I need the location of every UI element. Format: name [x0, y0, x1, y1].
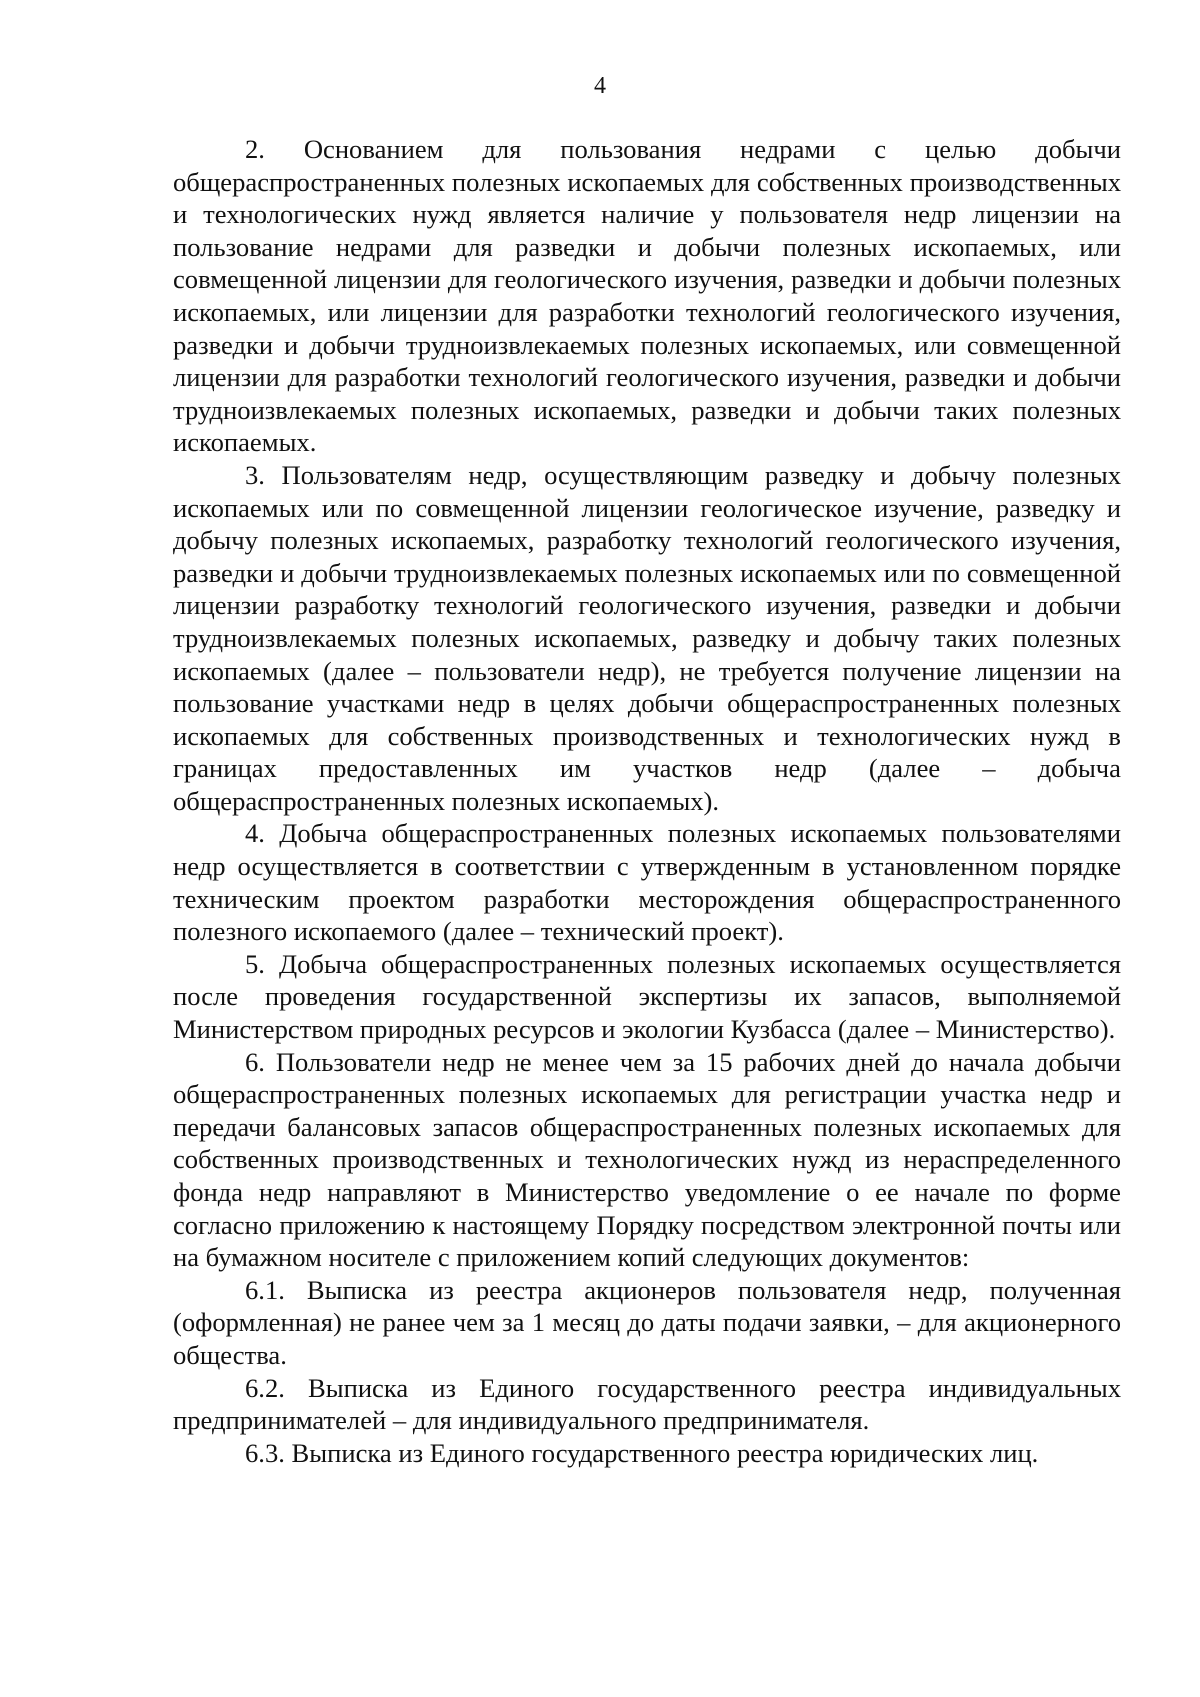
- paragraph-6: 6. Пользователи недр не менее чем за 15 рабочих дней до начала добычи общераспространенных полезных ископаемых для регистрации участка недр и передачи балансовых запасов общераспространенных полезных ископаемых для собственных производственных и технологических нужд из нераспределенного фонда недр направляют в Министерство уведомление о ее начале по форме согласно приложению к настоящему Порядку посредством электронной почты или на бумажном носителе с приложением копий следующих документов:: [173, 1046, 1121, 1273]
- paragraph-3: 3. Пользователям недр, осуществляющим разведку и добычу полезных ископаемых или по совмещенной лицензии геологическое изучение, разведку и добычу полезных ископаемых, разработку технологий геологического изучения, разведки и добычи трудноизвлекаемых полезных ископаемых или по совмещенной лицензии разработку технологий геологического изучения, разведки и добычи трудноизвлекаемых полезных ископаемых, разведку и добычу таких полезных ископаемых (далее – пользователи недр), не требуется получение лицензии на пользование участками недр в целях добычи общераспространенных полезных ископаемых для собственных производственных и технологических нужд в границах предоставленных им участков недр (далее – добыча общераспространенных полезных ископаемых).: [173, 459, 1121, 816]
- paragraph-6-2: 6.2. Выписка из Единого государственного реестра индивидуальных предпринимателей – для индивидуального предпринимателя.: [173, 1372, 1121, 1436]
- paragraph-6-3: 6.3. Выписка из Единого государственного реестра юридических лиц.: [245, 1437, 1039, 1468]
- paragraph-4: 4. Добыча общераспространенных полезных ископаемых пользователями недр осуществляется в соответствии с утвержденным в установленном порядке техническим проектом разработки месторождения общераспространенного полезного ископаемого (далее – технический проект).: [173, 818, 1121, 947]
- paragraph-5: 5. Добыча общераспространенных полезных ископаемых осуществляется после проведения государственной экспертизы их запасов, выполняемой Министерством природных ресурсов и экологии Кузбасса (далее – Министерство).: [173, 948, 1121, 1045]
- paragraph-6-1: 6.1. Выписка из реестра акционеров пользователя недр, полученная (оформленная) не ранее чем за 1 месяц до даты подачи заявки, – для акционерного общества.: [173, 1274, 1121, 1370]
- page-number: 4: [594, 73, 606, 99]
- paragraph-2: 2. Основанием для пользования недрами с целью добычи общераспространенных полезных ископаемых для собственных производственных и технологических нужд является наличие у пользователя недр лицензии на пользование недрами для разведки и добычи полезных ископаемых, или совмещенной лицензии для геологического изучения, разведки и добычи полезных ископаемых, или лицензии для разработки технологий геологического изучения, разведки и добычи трудноизвлекаемых полезных ископаемых, или совмещенной лицензии для разработки технологий геологического изучения, разведки и добычи трудноизвлекаемых полезных ископаемых, разведки и добычи таких полезных ископаемых.: [173, 134, 1121, 458]
- document-body: [173, 133, 1121, 1469]
